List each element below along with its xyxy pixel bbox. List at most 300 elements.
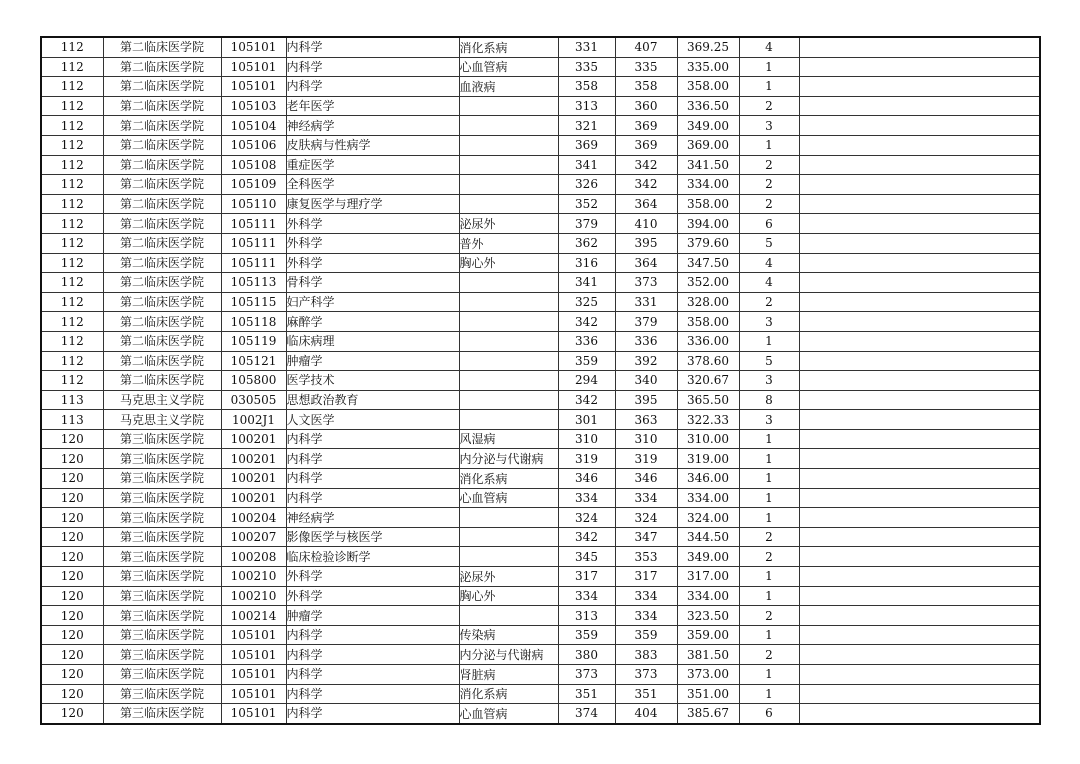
min-score-cell: 341 bbox=[558, 155, 615, 175]
avg-score-cell: 394.00 bbox=[677, 214, 739, 234]
max-score-cell: 395 bbox=[615, 390, 677, 410]
count-cell: 2 bbox=[739, 606, 799, 626]
table-row bbox=[41, 253, 1040, 273]
school-code-cell: 120 bbox=[41, 625, 103, 645]
school-code-cell: 112 bbox=[41, 312, 103, 332]
note-cell bbox=[799, 253, 1040, 273]
min-score-cell: 342 bbox=[558, 390, 615, 410]
count-cell: 4 bbox=[739, 37, 799, 57]
avg-score-cell: 341.50 bbox=[677, 155, 739, 175]
note-cell bbox=[799, 194, 1040, 214]
max-score-cell: 336 bbox=[615, 331, 677, 351]
count-cell: 1 bbox=[739, 665, 799, 685]
min-score-cell: 369 bbox=[558, 135, 615, 155]
school-code-cell: 112 bbox=[41, 77, 103, 97]
direction-cell bbox=[459, 547, 558, 567]
min-score-cell: 362 bbox=[558, 233, 615, 253]
count-cell: 2 bbox=[739, 194, 799, 214]
school-code-cell: 112 bbox=[41, 194, 103, 214]
note-cell bbox=[799, 77, 1040, 97]
max-score-cell: 379 bbox=[615, 312, 677, 332]
major-code-cell: 105101 bbox=[221, 704, 286, 724]
major-name-cell: 内科学 bbox=[286, 684, 459, 704]
school-name-cell: 马克思主义学院 bbox=[103, 410, 221, 430]
school-name-cell: 第三临床医学院 bbox=[103, 684, 221, 704]
direction-cell bbox=[459, 116, 558, 136]
max-score-cell: 347 bbox=[615, 527, 677, 547]
note-cell bbox=[799, 508, 1040, 528]
note-cell bbox=[799, 469, 1040, 489]
school-name-cell: 第三临床医学院 bbox=[103, 547, 221, 567]
direction-cell: 传染病 bbox=[459, 625, 558, 645]
school-code-cell: 120 bbox=[41, 547, 103, 567]
count-cell: 1 bbox=[739, 625, 799, 645]
table-row bbox=[41, 351, 1040, 371]
min-score-cell: 325 bbox=[558, 292, 615, 312]
school-name-cell: 第三临床医学院 bbox=[103, 527, 221, 547]
school-code-cell: 112 bbox=[41, 273, 103, 293]
min-score-cell: 335 bbox=[558, 57, 615, 77]
major-code-cell: 105113 bbox=[221, 273, 286, 293]
note-cell bbox=[799, 312, 1040, 332]
table-row bbox=[41, 371, 1040, 391]
table-row bbox=[41, 116, 1040, 136]
table-row bbox=[41, 645, 1040, 665]
school-code-cell: 120 bbox=[41, 645, 103, 665]
table-body bbox=[41, 37, 1040, 724]
major-code-cell: 105118 bbox=[221, 312, 286, 332]
avg-score-cell: 346.00 bbox=[677, 469, 739, 489]
note-cell bbox=[799, 331, 1040, 351]
count-cell: 2 bbox=[739, 155, 799, 175]
major-name-cell: 临床病理 bbox=[286, 331, 459, 351]
avg-score-cell: 379.60 bbox=[677, 233, 739, 253]
direction-cell bbox=[459, 194, 558, 214]
max-score-cell: 360 bbox=[615, 96, 677, 116]
school-code-cell: 112 bbox=[41, 214, 103, 234]
max-score-cell: 373 bbox=[615, 273, 677, 293]
major-code-cell: 105101 bbox=[221, 665, 286, 685]
max-score-cell: 407 bbox=[615, 37, 677, 57]
max-score-cell: 334 bbox=[615, 488, 677, 508]
major-name-cell: 内科学 bbox=[286, 704, 459, 724]
table-row bbox=[41, 704, 1040, 724]
table-row bbox=[41, 292, 1040, 312]
major-name-cell: 麻醉学 bbox=[286, 312, 459, 332]
table-row bbox=[41, 469, 1040, 489]
school-name-cell: 第二临床医学院 bbox=[103, 371, 221, 391]
count-cell: 6 bbox=[739, 214, 799, 234]
note-cell bbox=[799, 410, 1040, 430]
major-code-cell: 100201 bbox=[221, 488, 286, 508]
direction-cell: 心血管病 bbox=[459, 704, 558, 724]
note-cell bbox=[799, 527, 1040, 547]
max-score-cell: 363 bbox=[615, 410, 677, 430]
major-code-cell: 105101 bbox=[221, 625, 286, 645]
note-cell bbox=[799, 665, 1040, 685]
count-cell: 1 bbox=[739, 469, 799, 489]
school-name-cell: 第三临床医学院 bbox=[103, 469, 221, 489]
table-row bbox=[41, 429, 1040, 449]
school-code-cell: 112 bbox=[41, 351, 103, 371]
avg-score-cell: 349.00 bbox=[677, 547, 739, 567]
count-cell: 2 bbox=[739, 96, 799, 116]
avg-score-cell: 369.00 bbox=[677, 135, 739, 155]
direction-cell bbox=[459, 606, 558, 626]
table-row bbox=[41, 331, 1040, 351]
count-cell: 1 bbox=[739, 429, 799, 449]
major-code-cell: 030505 bbox=[221, 390, 286, 410]
major-name-cell: 内科学 bbox=[286, 57, 459, 77]
major-code-cell: 105800 bbox=[221, 371, 286, 391]
table-row bbox=[41, 233, 1040, 253]
avg-score-cell: 381.50 bbox=[677, 645, 739, 665]
min-score-cell: 313 bbox=[558, 606, 615, 626]
direction-cell: 肾脏病 bbox=[459, 665, 558, 685]
min-score-cell: 294 bbox=[558, 371, 615, 391]
school-name-cell: 第二临床医学院 bbox=[103, 37, 221, 57]
table-row bbox=[41, 527, 1040, 547]
school-name-cell: 第三临床医学院 bbox=[103, 645, 221, 665]
avg-score-cell: 323.50 bbox=[677, 606, 739, 626]
min-score-cell: 351 bbox=[558, 684, 615, 704]
major-name-cell: 全科医学 bbox=[286, 175, 459, 195]
table-row bbox=[41, 508, 1040, 528]
school-name-cell: 第三临床医学院 bbox=[103, 625, 221, 645]
note-cell bbox=[799, 116, 1040, 136]
count-cell: 1 bbox=[739, 586, 799, 606]
table-row bbox=[41, 625, 1040, 645]
min-score-cell: 310 bbox=[558, 429, 615, 449]
major-name-cell: 康复医学与理疗学 bbox=[286, 194, 459, 214]
max-score-cell: 319 bbox=[615, 449, 677, 469]
major-code-cell: 105111 bbox=[221, 253, 286, 273]
school-code-cell: 112 bbox=[41, 116, 103, 136]
count-cell: 3 bbox=[739, 371, 799, 391]
table-row bbox=[41, 665, 1040, 685]
table-row bbox=[41, 567, 1040, 587]
major-name-cell: 医学技术 bbox=[286, 371, 459, 391]
min-score-cell: 373 bbox=[558, 665, 615, 685]
direction-cell: 泌尿外 bbox=[459, 214, 558, 234]
max-score-cell: 346 bbox=[615, 469, 677, 489]
table-row bbox=[41, 96, 1040, 116]
major-name-cell: 思想政治教育 bbox=[286, 390, 459, 410]
school-code-cell: 120 bbox=[41, 449, 103, 469]
school-name-cell: 马克思主义学院 bbox=[103, 390, 221, 410]
max-score-cell: 392 bbox=[615, 351, 677, 371]
note-cell bbox=[799, 214, 1040, 234]
min-score-cell: 345 bbox=[558, 547, 615, 567]
max-score-cell: 340 bbox=[615, 371, 677, 391]
note-cell bbox=[799, 586, 1040, 606]
note-cell bbox=[799, 57, 1040, 77]
school-name-cell: 第三临床医学院 bbox=[103, 488, 221, 508]
school-name-cell: 第二临床医学院 bbox=[103, 135, 221, 155]
major-name-cell: 内科学 bbox=[286, 429, 459, 449]
table-row bbox=[41, 606, 1040, 626]
max-score-cell: 334 bbox=[615, 606, 677, 626]
admission-score-table bbox=[40, 36, 1041, 725]
table-row bbox=[41, 410, 1040, 430]
direction-cell bbox=[459, 175, 558, 195]
direction-cell: 内分泌与代谢病 bbox=[459, 449, 558, 469]
major-code-cell: 105103 bbox=[221, 96, 286, 116]
school-code-cell: 112 bbox=[41, 292, 103, 312]
major-name-cell: 重症医学 bbox=[286, 155, 459, 175]
min-score-cell: 358 bbox=[558, 77, 615, 97]
direction-cell bbox=[459, 135, 558, 155]
count-cell: 2 bbox=[739, 292, 799, 312]
min-score-cell: 331 bbox=[558, 37, 615, 57]
max-score-cell: 404 bbox=[615, 704, 677, 724]
min-score-cell: 379 bbox=[558, 214, 615, 234]
max-score-cell: 383 bbox=[615, 645, 677, 665]
max-score-cell: 317 bbox=[615, 567, 677, 587]
major-name-cell: 皮肤病与性病学 bbox=[286, 135, 459, 155]
school-code-cell: 112 bbox=[41, 253, 103, 273]
avg-score-cell: 334.00 bbox=[677, 175, 739, 195]
note-cell bbox=[799, 625, 1040, 645]
school-code-cell: 113 bbox=[41, 390, 103, 410]
note-cell bbox=[799, 135, 1040, 155]
school-code-cell: 112 bbox=[41, 155, 103, 175]
major-code-cell: 100208 bbox=[221, 547, 286, 567]
school-name-cell: 第三临床医学院 bbox=[103, 606, 221, 626]
count-cell: 5 bbox=[739, 351, 799, 371]
count-cell: 2 bbox=[739, 175, 799, 195]
direction-cell: 胸心外 bbox=[459, 253, 558, 273]
major-code-cell: 100204 bbox=[221, 508, 286, 528]
major-code-cell: 105101 bbox=[221, 684, 286, 704]
school-code-cell: 120 bbox=[41, 469, 103, 489]
major-code-cell: 105108 bbox=[221, 155, 286, 175]
max-score-cell: 359 bbox=[615, 625, 677, 645]
note-cell bbox=[799, 233, 1040, 253]
direction-cell bbox=[459, 390, 558, 410]
school-code-cell: 120 bbox=[41, 567, 103, 587]
school-code-cell: 120 bbox=[41, 665, 103, 685]
note-cell bbox=[799, 292, 1040, 312]
school-code-cell: 112 bbox=[41, 371, 103, 391]
school-name-cell: 第二临床医学院 bbox=[103, 331, 221, 351]
school-name-cell: 第二临床医学院 bbox=[103, 351, 221, 371]
count-cell: 1 bbox=[739, 57, 799, 77]
table-row bbox=[41, 57, 1040, 77]
direction-cell bbox=[459, 527, 558, 547]
avg-score-cell: 365.50 bbox=[677, 390, 739, 410]
table-row bbox=[41, 586, 1040, 606]
major-code-cell: 100201 bbox=[221, 429, 286, 449]
major-code-cell: 105119 bbox=[221, 331, 286, 351]
table-row bbox=[41, 175, 1040, 195]
school-name-cell: 第三临床医学院 bbox=[103, 449, 221, 469]
note-cell bbox=[799, 567, 1040, 587]
min-score-cell: 342 bbox=[558, 312, 615, 332]
note-cell bbox=[799, 429, 1040, 449]
direction-cell bbox=[459, 312, 558, 332]
avg-score-cell: 369.25 bbox=[677, 37, 739, 57]
table-row bbox=[41, 194, 1040, 214]
major-name-cell: 妇产科学 bbox=[286, 292, 459, 312]
note-cell bbox=[799, 175, 1040, 195]
count-cell: 3 bbox=[739, 410, 799, 430]
school-code-cell: 112 bbox=[41, 175, 103, 195]
avg-score-cell: 373.00 bbox=[677, 665, 739, 685]
note-cell bbox=[799, 390, 1040, 410]
max-score-cell: 324 bbox=[615, 508, 677, 528]
school-name-cell: 第二临床医学院 bbox=[103, 155, 221, 175]
major-code-cell: 105101 bbox=[221, 645, 286, 665]
note-cell bbox=[799, 704, 1040, 724]
direction-cell: 消化系病 bbox=[459, 37, 558, 57]
avg-score-cell: 358.00 bbox=[677, 194, 739, 214]
avg-score-cell: 352.00 bbox=[677, 273, 739, 293]
note-cell bbox=[799, 606, 1040, 626]
max-score-cell: 310 bbox=[615, 429, 677, 449]
avg-score-cell: 378.60 bbox=[677, 351, 739, 371]
major-code-cell: 105101 bbox=[221, 57, 286, 77]
major-code-cell: 105106 bbox=[221, 135, 286, 155]
min-score-cell: 316 bbox=[558, 253, 615, 273]
school-code-cell: 120 bbox=[41, 527, 103, 547]
max-score-cell: 364 bbox=[615, 253, 677, 273]
school-code-cell: 112 bbox=[41, 331, 103, 351]
school-name-cell: 第三临床医学院 bbox=[103, 567, 221, 587]
major-code-cell: 105111 bbox=[221, 233, 286, 253]
count-cell: 1 bbox=[739, 449, 799, 469]
note-cell bbox=[799, 645, 1040, 665]
note-cell bbox=[799, 684, 1040, 704]
direction-cell: 消化系病 bbox=[459, 469, 558, 489]
major-code-cell: 100214 bbox=[221, 606, 286, 626]
direction-cell bbox=[459, 96, 558, 116]
table-row bbox=[41, 547, 1040, 567]
avg-score-cell: 328.00 bbox=[677, 292, 739, 312]
table-row bbox=[41, 449, 1040, 469]
major-name-cell: 老年医学 bbox=[286, 96, 459, 116]
avg-score-cell: 349.00 bbox=[677, 116, 739, 136]
avg-score-cell: 358.00 bbox=[677, 312, 739, 332]
major-name-cell: 神经病学 bbox=[286, 508, 459, 528]
avg-score-cell: 324.00 bbox=[677, 508, 739, 528]
min-score-cell: 324 bbox=[558, 508, 615, 528]
min-score-cell: 334 bbox=[558, 488, 615, 508]
min-score-cell: 380 bbox=[558, 645, 615, 665]
school-code-cell: 113 bbox=[41, 410, 103, 430]
count-cell: 5 bbox=[739, 233, 799, 253]
major-name-cell: 内科学 bbox=[286, 625, 459, 645]
min-score-cell: 374 bbox=[558, 704, 615, 724]
school-code-cell: 112 bbox=[41, 37, 103, 57]
count-cell: 3 bbox=[739, 116, 799, 136]
min-score-cell: 326 bbox=[558, 175, 615, 195]
avg-score-cell: 310.00 bbox=[677, 429, 739, 449]
school-code-cell: 120 bbox=[41, 586, 103, 606]
direction-cell bbox=[459, 508, 558, 528]
school-code-cell: 120 bbox=[41, 508, 103, 528]
avg-score-cell: 334.00 bbox=[677, 586, 739, 606]
min-score-cell: 359 bbox=[558, 351, 615, 371]
max-score-cell: 410 bbox=[615, 214, 677, 234]
major-name-cell: 人文医学 bbox=[286, 410, 459, 430]
direction-cell bbox=[459, 331, 558, 351]
max-score-cell: 351 bbox=[615, 684, 677, 704]
max-score-cell: 369 bbox=[615, 135, 677, 155]
school-name-cell: 第三临床医学院 bbox=[103, 704, 221, 724]
major-name-cell: 神经病学 bbox=[286, 116, 459, 136]
note-cell bbox=[799, 488, 1040, 508]
major-name-cell: 外科学 bbox=[286, 233, 459, 253]
avg-score-cell: 317.00 bbox=[677, 567, 739, 587]
min-score-cell: 313 bbox=[558, 96, 615, 116]
note-cell bbox=[799, 155, 1040, 175]
count-cell: 1 bbox=[739, 331, 799, 351]
major-code-cell: 100201 bbox=[221, 469, 286, 489]
school-name-cell: 第二临床医学院 bbox=[103, 57, 221, 77]
major-name-cell: 内科学 bbox=[286, 77, 459, 97]
major-code-cell: 105111 bbox=[221, 214, 286, 234]
major-code-cell: 100210 bbox=[221, 567, 286, 587]
major-name-cell: 内科学 bbox=[286, 37, 459, 57]
min-score-cell: 359 bbox=[558, 625, 615, 645]
min-score-cell: 317 bbox=[558, 567, 615, 587]
major-code-cell: 1002J1 bbox=[221, 410, 286, 430]
count-cell: 4 bbox=[739, 273, 799, 293]
min-score-cell: 336 bbox=[558, 331, 615, 351]
min-score-cell: 334 bbox=[558, 586, 615, 606]
avg-score-cell: 336.00 bbox=[677, 331, 739, 351]
major-code-cell: 100201 bbox=[221, 449, 286, 469]
major-code-cell: 105121 bbox=[221, 351, 286, 371]
direction-cell: 普外 bbox=[459, 233, 558, 253]
major-name-cell: 内科学 bbox=[286, 469, 459, 489]
major-name-cell: 内科学 bbox=[286, 665, 459, 685]
direction-cell: 心血管病 bbox=[459, 488, 558, 508]
note-cell bbox=[799, 547, 1040, 567]
major-code-cell: 100210 bbox=[221, 586, 286, 606]
direction-cell bbox=[459, 351, 558, 371]
max-score-cell: 342 bbox=[615, 175, 677, 195]
avg-score-cell: 334.00 bbox=[677, 488, 739, 508]
note-cell bbox=[799, 449, 1040, 469]
min-score-cell: 346 bbox=[558, 469, 615, 489]
avg-score-cell: 351.00 bbox=[677, 684, 739, 704]
count-cell: 1 bbox=[739, 567, 799, 587]
min-score-cell: 319 bbox=[558, 449, 615, 469]
max-score-cell: 353 bbox=[615, 547, 677, 567]
direction-cell bbox=[459, 292, 558, 312]
min-score-cell: 352 bbox=[558, 194, 615, 214]
school-code-cell: 120 bbox=[41, 684, 103, 704]
avg-score-cell: 359.00 bbox=[677, 625, 739, 645]
count-cell: 1 bbox=[739, 77, 799, 97]
major-code-cell: 105115 bbox=[221, 292, 286, 312]
avg-score-cell: 322.33 bbox=[677, 410, 739, 430]
count-cell: 8 bbox=[739, 390, 799, 410]
table-row bbox=[41, 312, 1040, 332]
major-name-cell: 外科学 bbox=[286, 253, 459, 273]
direction-cell: 胸心外 bbox=[459, 586, 558, 606]
school-name-cell: 第二临床医学院 bbox=[103, 233, 221, 253]
school-name-cell: 第二临床医学院 bbox=[103, 214, 221, 234]
major-name-cell: 内科学 bbox=[286, 645, 459, 665]
major-code-cell: 105101 bbox=[221, 37, 286, 57]
school-name-cell: 第二临床医学院 bbox=[103, 253, 221, 273]
note-cell bbox=[799, 96, 1040, 116]
max-score-cell: 395 bbox=[615, 233, 677, 253]
table-row bbox=[41, 390, 1040, 410]
